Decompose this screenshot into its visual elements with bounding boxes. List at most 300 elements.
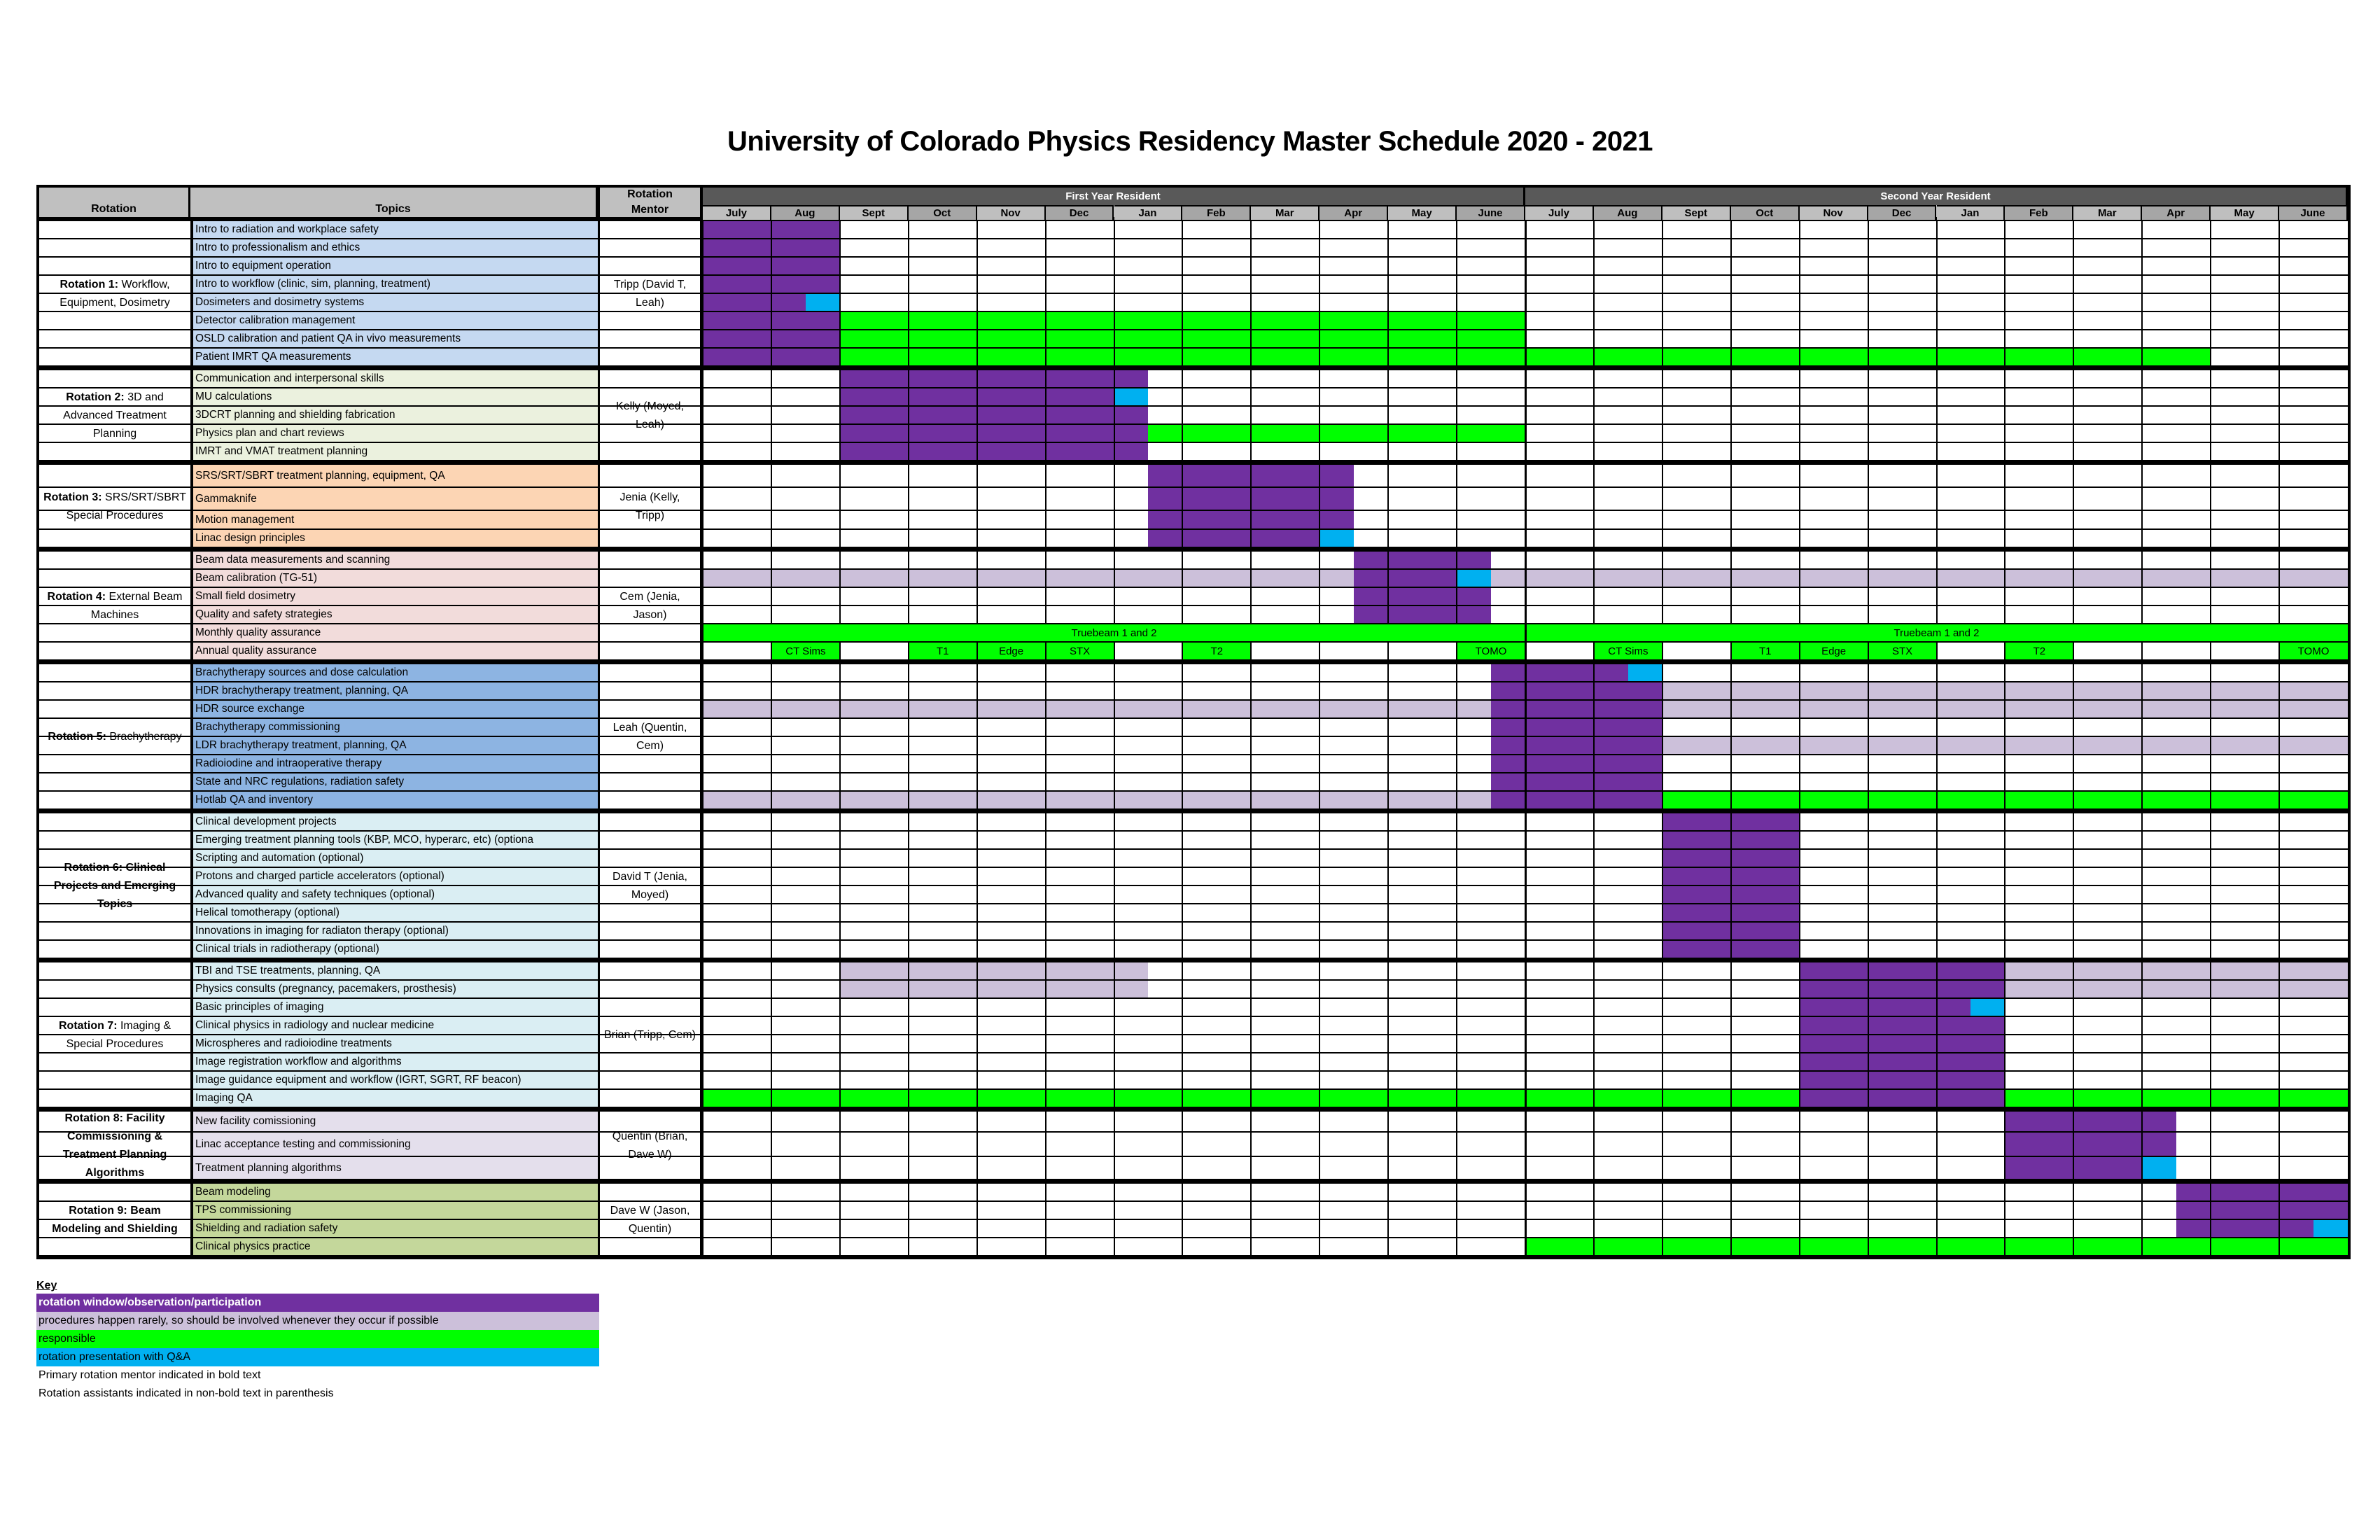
- month-divider: [2210, 1157, 2211, 1179]
- month-divider: [1387, 221, 1389, 238]
- month-divider: [1319, 1238, 1320, 1255]
- month-divider: [1662, 813, 1663, 830]
- month-divider: [908, 832, 909, 848]
- month-divider: [2210, 443, 2211, 460]
- month-divider: [1525, 588, 1527, 605]
- month-divider: [1593, 1090, 1595, 1107]
- rotation-title: Facility Commissioning & Treatment Planning Algorithms: [62, 1112, 167, 1179]
- month-divider: [2073, 813, 2074, 830]
- month-divider: [839, 664, 841, 681]
- month-divider: [1730, 981, 1732, 997]
- schedule-cells: [703, 312, 2348, 329]
- month-divider: [1730, 813, 1732, 830]
- month-divider: [771, 962, 772, 979]
- month-divider: [839, 1035, 841, 1052]
- month-divider: [2004, 868, 2005, 885]
- month-divider: [1593, 868, 1595, 885]
- month-divider: [1662, 1202, 1663, 1219]
- rotation-number: Rotation 4:: [47, 591, 106, 603]
- month-divider: [1319, 588, 1320, 605]
- month-divider: [1730, 511, 1732, 528]
- month-divider: [2210, 868, 2211, 885]
- schedule-cells: [703, 850, 2348, 867]
- month-divider: [1799, 1133, 1800, 1156]
- month-divider: [908, 1133, 909, 1156]
- month-divider: [1868, 981, 1869, 997]
- month-divider: [1662, 1238, 1663, 1255]
- month-divider: [1799, 682, 1800, 699]
- month-divider: [2073, 606, 2074, 623]
- rotation-group-1: [39, 221, 2348, 370]
- month-divider: [1936, 1017, 1938, 1034]
- month-divider: [1662, 388, 1663, 405]
- month-divider: [1250, 999, 1252, 1016]
- month-divider: [2073, 1054, 2074, 1070]
- month-divider: [2073, 1035, 2074, 1052]
- month-divider: [1936, 868, 1938, 885]
- month-divider: [1593, 999, 1595, 1016]
- month-divider: [1525, 1112, 1527, 1131]
- schedule-block-rotation: [1800, 962, 2005, 979]
- schedule-cells: [703, 239, 2348, 256]
- month-divider: [1936, 981, 1938, 997]
- month-divider: [1730, 1220, 1732, 1237]
- schedule-block-rare-procedure: [703, 792, 1491, 808]
- month-divider: [771, 1238, 772, 1255]
- month-divider: [2073, 886, 2074, 903]
- month-divider: [2210, 606, 2211, 623]
- month-divider: [2004, 488, 2005, 510]
- month-divider: [1319, 832, 1320, 848]
- month-divider: [1868, 886, 1869, 903]
- month-divider: [1114, 407, 1115, 424]
- month-divider: [1114, 941, 1115, 958]
- month-divider: [1250, 1090, 1252, 1107]
- month-divider: [1593, 664, 1595, 681]
- schedule-cells: [703, 443, 2348, 460]
- month-divider: [1456, 850, 1457, 867]
- month-divider: [771, 370, 772, 387]
- rotation-number: Rotation 2:: [66, 391, 125, 403]
- rotation-label-text: [43, 388, 186, 443]
- month-divider: [2210, 923, 2211, 939]
- month-divider: [2004, 1220, 2005, 1237]
- month-divider: [908, 221, 909, 238]
- rotation-number: Rotation 8:: [64, 1112, 123, 1124]
- schedule-cells: [703, 1202, 2348, 1219]
- month-divider: [976, 1054, 978, 1070]
- month-divider: [1045, 330, 1046, 347]
- month-divider: [2004, 276, 2005, 293]
- schedule-label: T2: [2033, 645, 2046, 657]
- rotation-number: Rotation 6:: [64, 862, 123, 874]
- month-divider: [2141, 276, 2143, 293]
- month-divider: [1799, 941, 1800, 958]
- month-divider: [1662, 552, 1663, 568]
- month-divider: [1593, 258, 1595, 274]
- month-divider: [1456, 737, 1457, 754]
- month-divider: [1045, 1133, 1046, 1156]
- month-divider: [1045, 530, 1046, 547]
- month-divider: [1456, 886, 1457, 903]
- month-divider: [1730, 941, 1732, 958]
- month-divider: [1593, 792, 1595, 808]
- month-divider: [1799, 981, 1800, 997]
- month-divider: [1319, 664, 1320, 681]
- month-divider: [1319, 388, 1320, 405]
- month-divider: [1319, 370, 1320, 387]
- month-divider: [1730, 407, 1732, 424]
- month-divider: [1525, 701, 1527, 718]
- schedule-cells: [703, 774, 2348, 790]
- month-divider: [1045, 1090, 1046, 1107]
- month-divider: [2210, 488, 2211, 510]
- month-divider: [2278, 239, 2280, 256]
- month-divider: [976, 1017, 978, 1034]
- month-divider: [1730, 832, 1732, 848]
- month-divider: [1456, 221, 1457, 238]
- month-divider: [1936, 1035, 1938, 1052]
- legend-note: Rotation assistants indicated in non-bold text in parenthesis: [38, 1387, 334, 1399]
- month-divider: [2278, 813, 2280, 830]
- month-divider: [771, 570, 772, 587]
- month-divider: [2073, 1133, 2074, 1156]
- month-divider: [1525, 349, 1527, 365]
- month-divider: [1936, 258, 1938, 274]
- month-header: Apr: [2142, 205, 2211, 220]
- schedule-cells: [703, 737, 2348, 754]
- month-divider: [2141, 999, 2143, 1016]
- month-divider: [1730, 588, 1732, 605]
- month-divider: [1936, 999, 1938, 1016]
- month-divider: [839, 1220, 841, 1237]
- month-divider: [1868, 1072, 1869, 1088]
- month-divider: [1662, 1220, 1663, 1237]
- rotation-group-3: [39, 465, 2348, 552]
- month-divider: [1182, 1184, 1183, 1200]
- month-divider: [2141, 552, 2143, 568]
- month-divider: [1114, 1054, 1115, 1070]
- month-divider: [1045, 962, 1046, 979]
- month-divider: [1662, 407, 1663, 424]
- month-divider: [1045, 868, 1046, 885]
- rotation-number: Rotation 1:: [59, 279, 119, 290]
- month-divider: [1250, 276, 1252, 293]
- month-divider: [1045, 701, 1046, 718]
- month-divider: [908, 530, 909, 547]
- month-divider: [1525, 330, 1527, 347]
- month-divider: [1662, 443, 1663, 460]
- month-divider: [1799, 312, 1800, 329]
- month-divider: [1799, 886, 1800, 903]
- month-divider: [1387, 588, 1389, 605]
- month-divider: [1250, 1184, 1252, 1200]
- month-divider: [1456, 719, 1457, 736]
- table-row: [39, 941, 2348, 959]
- rotation-mentor: Kelly (Moyed, Leah): [598, 370, 703, 461]
- schedule-cells: [703, 388, 2348, 405]
- month-divider: [771, 425, 772, 442]
- month-divider: [1868, 443, 1869, 460]
- month-divider: [1387, 552, 1389, 568]
- month-divider: [2141, 330, 2143, 347]
- month-divider: [2004, 1035, 2005, 1052]
- month-divider: [2278, 570, 2280, 587]
- month-divider: [1319, 868, 1320, 885]
- month-divider: [1182, 1220, 1183, 1237]
- month-divider: [1525, 294, 1527, 311]
- month-divider: [1593, 850, 1595, 867]
- month-divider: [771, 755, 772, 772]
- schedule-cells: [703, 1112, 2348, 1131]
- month-divider: [908, 1157, 909, 1179]
- month-divider: [1250, 813, 1252, 830]
- month-header: July: [703, 205, 771, 220]
- month-divider: [2004, 530, 2005, 547]
- table-row: [39, 1157, 2348, 1180]
- month-divider: [771, 239, 772, 256]
- month-divider: [1114, 737, 1115, 754]
- rotation-label: [39, 962, 193, 1108]
- month-divider: [1525, 1017, 1527, 1034]
- month-divider: [2073, 239, 2074, 256]
- month-divider: [1182, 1017, 1183, 1034]
- table-header: [36, 185, 2351, 221]
- month-divider: [2073, 664, 2074, 681]
- month-divider: [1114, 530, 1115, 547]
- month-divider: [1730, 868, 1732, 885]
- rotation-mentor: Leah (Quentin, Cem): [598, 664, 703, 810]
- month-divider: [1114, 276, 1115, 293]
- month-divider: [839, 425, 841, 442]
- month-divider: [1730, 1238, 1732, 1255]
- schedule-cells: [703, 1035, 2348, 1052]
- month-divider: [908, 349, 909, 365]
- month-divider: [2210, 388, 2211, 405]
- topic-cell: Small field dosimetry: [193, 588, 598, 605]
- month-divider: [908, 294, 909, 311]
- month-divider: [2210, 570, 2211, 587]
- rotation-label: [39, 664, 193, 810]
- month-divider: [1799, 904, 1800, 921]
- month-divider: [839, 312, 841, 329]
- month-divider: [1662, 755, 1663, 772]
- table-row: [39, 239, 2348, 258]
- month-divider: [2141, 1157, 2143, 1179]
- month-divider: [1387, 1133, 1389, 1156]
- month-divider: [2278, 465, 2280, 486]
- month-divider: [771, 701, 772, 718]
- month-divider: [1114, 1220, 1115, 1237]
- month-divider: [1868, 407, 1869, 424]
- schedule-cells: [703, 1157, 2348, 1179]
- month-divider: [1114, 923, 1115, 939]
- page-title: University of Colorado Physics Residency Master Schedule 2020 - 2021: [727, 126, 1653, 157]
- month-divider: [839, 1202, 841, 1219]
- topic-cell: Annual quality assurance: [193, 643, 598, 659]
- schedule-block-rotation: [2176, 1184, 2348, 1200]
- month-divider: [1730, 682, 1732, 699]
- month-divider: [771, 276, 772, 293]
- month-divider: [1114, 570, 1115, 587]
- topic-cell: HDR brachytherapy treatment, planning, QA: [193, 682, 598, 699]
- month-divider: [976, 312, 978, 329]
- month-divider: [1525, 221, 1527, 238]
- schedule-block-rotation: [1148, 530, 1320, 547]
- month-divider: [1114, 370, 1115, 387]
- month-divider: [1182, 349, 1183, 365]
- month-divider: [1456, 570, 1457, 587]
- month-divider: [1114, 1017, 1115, 1034]
- schedule-cells: [703, 813, 2348, 830]
- month-divider: [908, 606, 909, 623]
- month-divider: [2210, 1072, 2211, 1088]
- month-divider: [1456, 443, 1457, 460]
- month-divider: [839, 606, 841, 623]
- month-divider: [771, 511, 772, 528]
- month-divider: [1936, 552, 1938, 568]
- schedule-cells: [703, 1184, 2348, 1200]
- schedule-block-rotation: [1800, 1072, 2005, 1088]
- month-divider: [1868, 330, 1869, 347]
- month-divider: [2278, 832, 2280, 848]
- topic-cell: Beam calibration (TG-51): [193, 570, 598, 587]
- month-divider: [2073, 1238, 2074, 1255]
- month-divider: [1936, 1220, 1938, 1237]
- month-divider: [976, 258, 978, 274]
- month-divider: [2278, 388, 2280, 405]
- month-divider: [2073, 1202, 2074, 1219]
- month-divider: [1456, 258, 1457, 274]
- month-divider: [1593, 511, 1595, 528]
- month-divider: [839, 1112, 841, 1131]
- month-divider: [1387, 407, 1389, 424]
- month-divider: [1868, 388, 1869, 405]
- month-divider: [1730, 1090, 1732, 1107]
- month-divider: [1730, 370, 1732, 387]
- schedule-cells: [703, 1017, 2348, 1034]
- month-divider: [839, 923, 841, 939]
- month-divider: [1799, 606, 1800, 623]
- month-divider: [2210, 813, 2211, 830]
- month-divider: [1182, 511, 1183, 528]
- month-divider: [1387, 1017, 1389, 1034]
- month-divider: [2210, 664, 2211, 681]
- month-divider: [1114, 465, 1115, 486]
- month-divider: [839, 276, 841, 293]
- month-divider: [1730, 294, 1732, 311]
- month-divider: [1114, 511, 1115, 528]
- month-divider: [2141, 1184, 2143, 1200]
- month-divider: [2004, 850, 2005, 867]
- month-divider: [1182, 1112, 1183, 1131]
- schedule-label: TOMO: [1475, 645, 1507, 657]
- month-divider: [1456, 552, 1457, 568]
- month-divider: [1868, 1017, 1869, 1034]
- header-mentor-line2: Mentor: [631, 204, 669, 216]
- topic-cell: Treatment planning algorithms: [193, 1157, 598, 1179]
- schedule-cells: [703, 1054, 2348, 1070]
- month-divider: [2004, 552, 2005, 568]
- month-divider: [1799, 664, 1800, 681]
- month-divider: [1662, 606, 1663, 623]
- month-divider: [1730, 1017, 1732, 1034]
- schedule-label: T2: [1210, 645, 1224, 657]
- month-header: June: [2279, 205, 2348, 220]
- month-divider: [839, 1238, 841, 1255]
- month-divider: [1730, 719, 1732, 736]
- month-divider: [1114, 294, 1115, 311]
- month-divider: [1868, 488, 1869, 510]
- month-divider: [1730, 465, 1732, 486]
- month-divider: [1662, 923, 1663, 939]
- month-header: Mar: [2073, 205, 2142, 220]
- month-divider: [1868, 588, 1869, 605]
- month-divider: [2073, 904, 2074, 921]
- month-header: Nov: [1800, 205, 1868, 220]
- schedule-block-rare-procedure: [1491, 570, 2348, 587]
- schedule-cells: [703, 425, 2348, 442]
- month-divider: [839, 941, 841, 958]
- month-divider: [1936, 294, 1938, 311]
- month-divider: [1936, 312, 1938, 329]
- schedule-block-presentation: [1628, 664, 1662, 681]
- schedule-block-presentation: [1970, 999, 2005, 1016]
- month-divider: [908, 981, 909, 997]
- month-divider: [1868, 1054, 1869, 1070]
- month-divider: [771, 530, 772, 547]
- month-divider: [976, 530, 978, 547]
- schedule-cells: [703, 755, 2348, 772]
- topic-cell: 3DCRT planning and shielding fabrication: [193, 407, 598, 424]
- month-divider: [1456, 1072, 1457, 1088]
- month-divider: [1730, 664, 1732, 681]
- month-header: Aug: [1594, 205, 1662, 220]
- month-divider: [2278, 606, 2280, 623]
- month-divider: [1730, 999, 1732, 1016]
- month-divider: [2210, 530, 2211, 547]
- month-divider: [839, 258, 841, 274]
- month-divider: [2004, 774, 2005, 790]
- schedule-block-rotation: [1800, 1035, 2005, 1052]
- month-divider: [1593, 1220, 1595, 1237]
- month-divider: [771, 850, 772, 867]
- topic-cell: Image registration workflow and algorithms: [193, 1054, 598, 1070]
- month-divider: [2004, 330, 2005, 347]
- month-divider: [1868, 999, 1869, 1016]
- month-divider: [1182, 999, 1183, 1016]
- topic-cell: SRS/SRT/SBRT treatment planning, equipment, QA: [193, 465, 598, 486]
- month-divider: [1045, 443, 1046, 460]
- rotation-group-7: [39, 962, 2348, 1112]
- month-divider: [1662, 312, 1663, 329]
- month-divider: [771, 904, 772, 921]
- month-divider: [1045, 813, 1046, 830]
- month-divider: [1662, 588, 1663, 605]
- month-divider: [2141, 941, 2143, 958]
- month-divider: [1456, 1017, 1457, 1034]
- month-divider: [2073, 999, 2074, 1016]
- month-divider: [976, 1238, 978, 1255]
- month-divider: [1045, 258, 1046, 274]
- month-divider: [1456, 1238, 1457, 1255]
- month-divider: [976, 664, 978, 681]
- table-row: [39, 962, 2348, 981]
- legend-item: rotation window/observation/participation: [36, 1294, 599, 1312]
- month-divider: [1662, 370, 1663, 387]
- month-divider: [1387, 1090, 1389, 1107]
- month-divider: [1662, 349, 1663, 365]
